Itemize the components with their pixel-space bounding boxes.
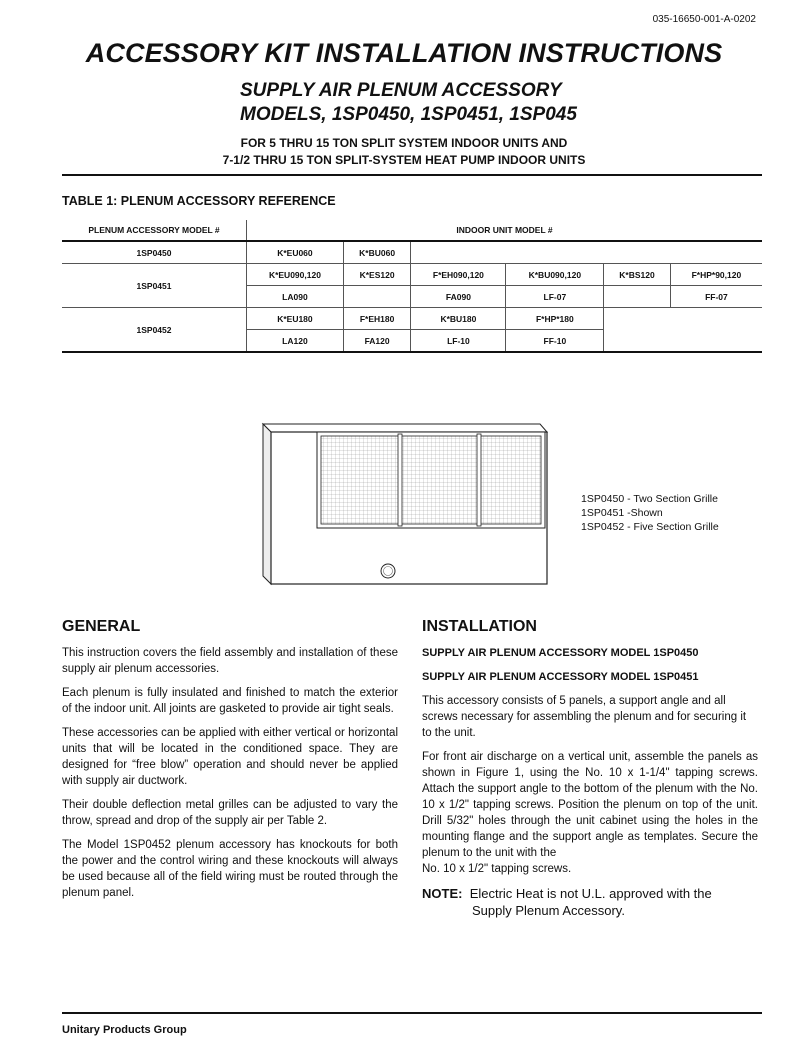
header-cell: PLENUM ACCESSORY MODEL # [62,220,247,241]
applicability-line-2: 7-1/2 THRU 15 TON SPLIT-SYSTEM HEAT PUMP INDOOR UNITS [222,153,586,167]
header-divider [62,174,762,176]
table-cell: K*EU180 [247,308,344,330]
table-cell: FA120 [343,330,410,353]
table-cell: K*BU180 [411,308,506,330]
installation-paragraph-2-end: No. 10 x 1/2" tapping screws. [422,863,572,875]
footer-company: Unitary Products Group [62,1024,187,1036]
table-cell: LF-10 [411,330,506,353]
installation-subheading-2: SUPPLY AIR PLENUM ACCESSORY MODEL 1SP0451 [422,671,699,683]
knockout-circle [381,564,395,578]
general-paragraph-2: Each plenum is fully insulated and finished to match the exterior of the indoor unit. All joints are gasketed to provide air tight seals. [62,687,398,715]
installation-heading: INSTALLATION [422,618,537,635]
document-number: 035-16650-001-A-0202 [652,14,756,25]
table-cell: FF-07 [670,286,762,308]
table-cell: K*ES120 [343,264,410,286]
figure-caption-3: 1SP0452 - Five Section Grille [581,521,719,533]
installation-paragraph-2: For front air discharge on a vertical unit, assemble the panels as shown in Figure 1, using the No. 10 x 1-1/4" tapping screws. Attach the support angle to the bottom of the plenum with the No. 10 x 1/2" tapping screws. Position the plenum on top of the unit. Drill 5/32" holes through the unit cabinet using the holes in the mounting flange and the support angle as templates. Secure the plenum to the unit with the [422,751,758,859]
header-cell: INDOOR UNIT MODEL # [247,220,763,241]
general-paragraph-3: These accessories can be applied with either vertical or horizontal units that will be located in the conditioned space. They are designed for “free blow” operation and should never be applied with supply air ductwork. [62,727,398,787]
model-cell: 1SP0452 [62,308,247,353]
footer-divider [62,1012,762,1014]
note-label: NOTE: [422,886,463,901]
installation-paragraph-1: This accessory consists of 5 panels, a support angle and all screws necessary for assembling the plenum and for securing it to the unit. [422,695,747,739]
table-cell: K*BS120 [604,264,671,286]
table-cell: LA120 [247,330,344,353]
table-cell [506,241,604,264]
table-row [62,264,762,286]
general-heading: GENERAL [62,618,141,635]
table-cell: K*EU060 [247,241,344,264]
note-text-line-2: Supply Plenum Accessory. [472,903,625,918]
model-cell: 1SP0450 [62,241,247,264]
table-cell: F*EH180 [343,308,410,330]
general-paragraph-4: Their double deflection metal grilles can be adjusted to vary the throw, spread and drop of the supply air per Table 2. [62,799,398,827]
table-cell [670,241,762,264]
table-row [62,308,762,330]
plenum-side-face [263,424,271,584]
note-block [422,885,758,919]
figure-caption-2: 1SP0451 -Shown [581,507,663,519]
table-cell: LA090 [247,286,344,308]
subtitle-line-1: SUPPLY AIR PLENUM ACCESSORY [240,80,562,101]
table-cell [604,241,671,264]
table-cell: F*HP*90,120 [670,264,762,286]
installation-section [422,645,758,919]
table-cell: K*BU060 [343,241,410,264]
general-section [62,645,398,909]
table-cell: F*HP*180 [506,308,604,330]
note-text-line-1: Electric Heat is not U.L. approved with the [469,886,712,901]
reference-table [62,220,762,353]
applicability-line-1: FOR 5 THRU 15 TON SPLIT SYSTEM INDOOR UNITS AND [240,136,568,150]
model-cell: 1SP0451 [62,264,247,308]
general-paragraph-1: This instruction covers the field assembly and installation of these supply air plenum accessories. [62,647,398,675]
table-cell [604,286,671,308]
subtitle-line-2: MODELS, 1SP0450, 1SP0451, 1SP045 [240,104,577,125]
table-cell: FA090 [411,286,506,308]
figure-caption-1: 1SP0450 - Two Section Grille [581,493,718,505]
grille-mesh [321,436,541,524]
grille-divider [398,434,402,526]
grille-divider [477,434,481,526]
plenum-top-face [263,424,547,432]
table-cell: K*EU090,120 [247,264,344,286]
table-cell [343,286,410,308]
table-row [62,241,762,264]
table-header-row [62,220,762,241]
table-cell: LF-07 [506,286,604,308]
installation-subheading-1: SUPPLY AIR PLENUM ACCESSORY MODEL 1SP0450 [422,647,699,659]
table-cell [604,308,762,353]
plenum-illustration [255,418,555,590]
page-title: ACCESSORY KIT INSTALLATION INSTRUCTIONS [85,38,723,68]
general-paragraph-5: The Model 1SP0452 plenum accessory has knockouts for both the power and the control wiring and these knockouts will always be used because all of the field wiring must be routed through the plenum panel. [62,839,398,899]
table-cell: K*BU090,120 [506,264,604,286]
table-cell: F*EH090,120 [411,264,506,286]
table-title: TABLE 1: PLENUM ACCESSORY REFERENCE [62,194,336,208]
table-cell [411,241,506,264]
table-cell: FF-10 [506,330,604,353]
